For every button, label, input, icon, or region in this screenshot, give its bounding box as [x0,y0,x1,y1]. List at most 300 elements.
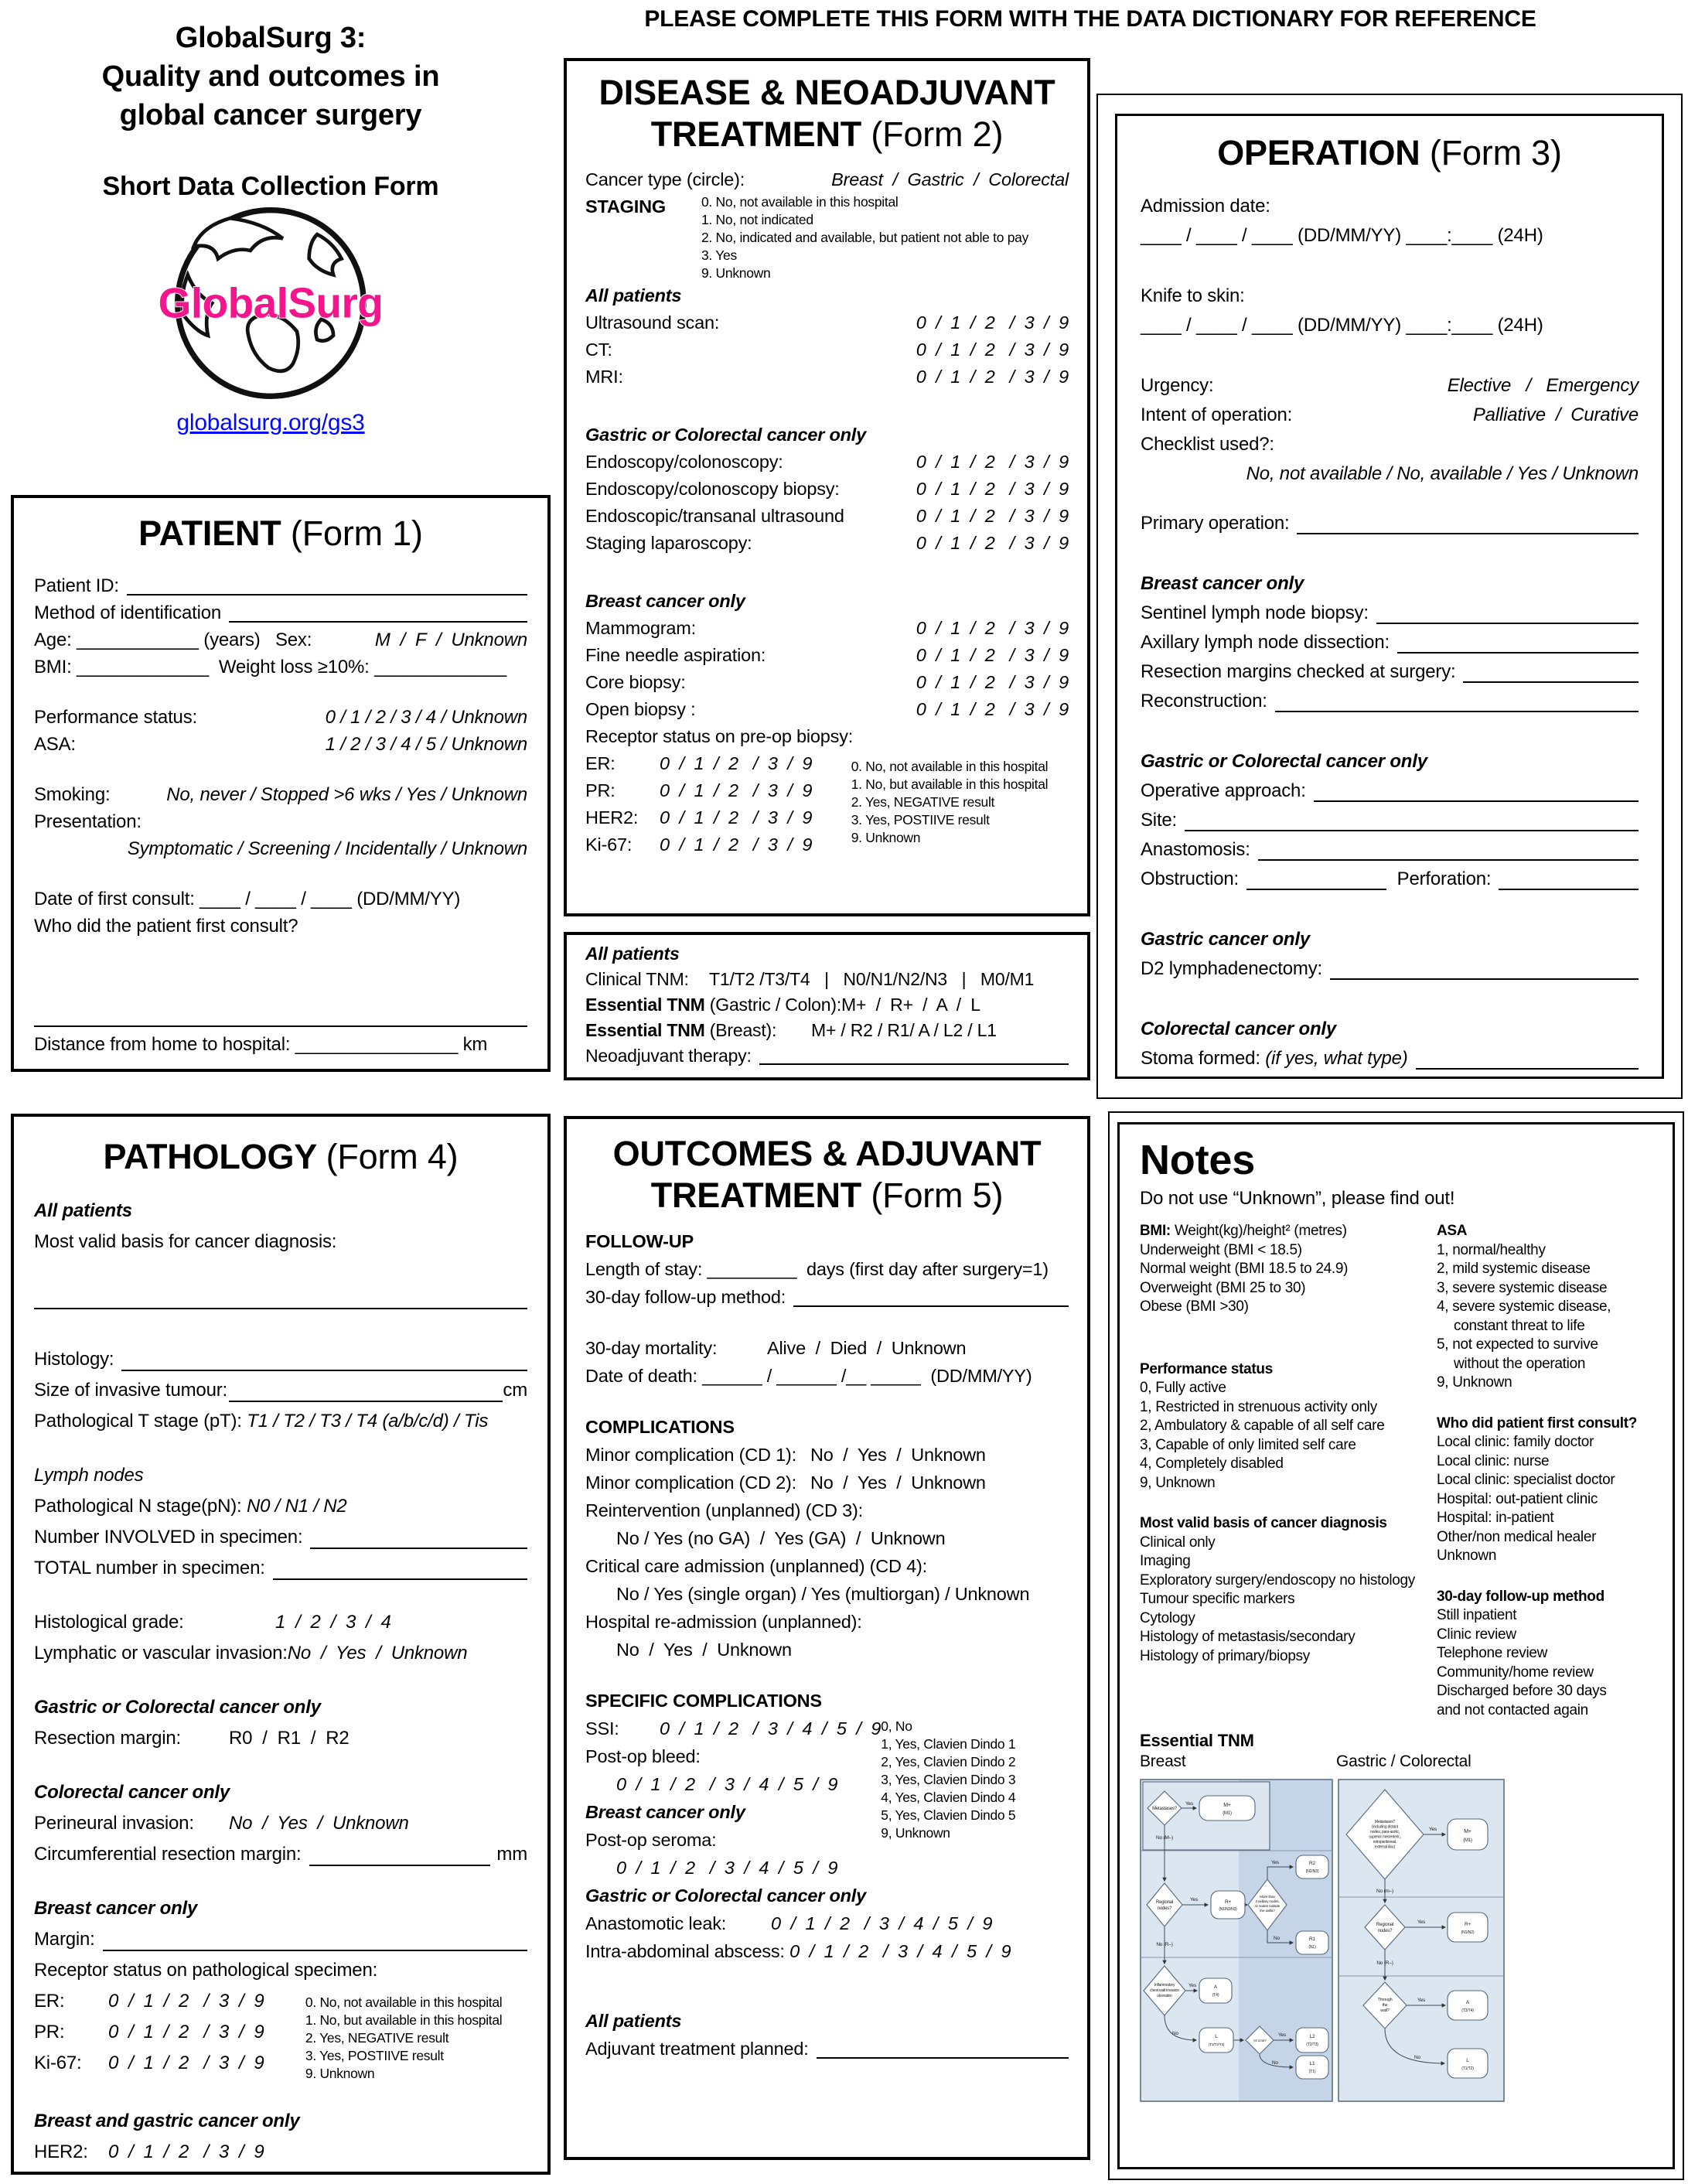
basis-note-line: Cytology [1140,1609,1195,1626]
reintervention-label: Reintervention (unplanned) (CD 3): [585,1500,863,1520]
gc-m1-node [1448,1819,1488,1850]
clavien-dindo-code-list [881,1715,1069,1842]
reconstruction-blank [1275,691,1639,712]
minor-cd1-options: No / Yes / Unknown [810,1445,986,1465]
core-biopsy-options: 0 / 1 / 2 / 3 / 9 [916,672,1069,692]
endoscopy-options: 0 / 1 / 2 / 3 / 9 [916,452,1069,472]
grade-options: 1 / 2 / 3 / 4 [275,1612,391,1633]
basis-note-line: Tumour specific markers [1140,1591,1295,1607]
primary-operation-label: Primary operation: [1141,513,1290,534]
abscess-options: 0 / 1 / 2 / 3 / 4 / 5 / 9 [789,1941,1011,1961]
staging-code: 9. Unknown [701,265,771,281]
study-title-line1: GlobalSurg 3: [175,22,367,54]
globe-logo [139,202,402,404]
date-of-death-row [585,1362,1069,1390]
outcomes-gc-header: Gastric or Colorectal cancer only [585,1885,867,1906]
mortality-row [585,1334,1069,1362]
presentation-label: Presentation: [34,811,142,832]
knife-date-row [1141,311,1639,340]
yes-label: Yes [1417,1920,1426,1925]
neoadjuvant-label: Neoadjuvant therapy: [585,1046,752,1066]
asa-note-line: 1, normal/healthy [1437,1241,1546,1258]
length-of-stay-label: Length of stay: _________ days (first day after surgery=1) [585,1259,1049,1279]
stoma-row [1141,1044,1639,1073]
postop-bleed-options-row [585,1770,881,1798]
primary-operation-row [1141,509,1639,538]
her2-label: HER2: [585,807,639,828]
performance-note-line: 3, Capable of only limited self care [1140,1436,1356,1453]
cd-code: 1, Yes, Clavien Dindo 1 [881,1736,1016,1752]
asa-note-line: 2, mild systemic disease [1437,1261,1591,1277]
breast-gastric-header: Breast and gastric cancer only [34,2111,300,2132]
basis-label: Most valid basis for cancer diagnosis: [34,1231,337,1252]
r1-text: R1 [1309,1937,1315,1942]
gc-metastases-text: retroperitoneal, [1373,1840,1397,1844]
patient-id-blank [127,575,527,595]
receptor-code: 3. Yes, POSTIIVE result [851,812,990,828]
l-text: (T1/T2/T3) [1208,2043,1225,2047]
through-wall-text: Through [1377,1998,1393,2002]
er-row [585,750,851,777]
yes-label: Yes [1417,1998,1426,2003]
approach-blank [1314,781,1639,802]
pr-label: PR: [585,780,616,800]
admission-date-blanks: ____ / ____ / ____ (DD/MM/YY) ____:____ (24H) [1141,225,1543,246]
who-consult-blank [34,1006,527,1027]
r-plus-text: (N1/N2/N3) [1219,1907,1237,1912]
study-title-line3: global cancer surgery [119,99,422,131]
smoking-options: No, never / Stopped >6 wks / Yes / Unknown [166,784,527,805]
endoscopy-label: Endoscopy/colonoscopy: [585,452,783,472]
regional-text: nodes? [1157,1906,1172,1911]
postop-bleed-options: 0 / 1 / 2 / 3 / 4 / 5 / 9 [616,1774,838,1794]
obstruction-blank [1246,869,1386,890]
ultrasound-row [585,309,1069,336]
performance-label: Performance status: [34,707,197,728]
axillary-text: More than [1260,1896,1275,1899]
admission-date-row [1141,221,1639,251]
slnb-label: Sentinel lymph node biopsy: [1141,602,1369,623]
consult-note-line: Local clinic: nurse [1437,1452,1550,1469]
who-consult-row [34,913,527,940]
bmi-note-line: Obese (BMI >30) [1140,1298,1249,1315]
asa-note-line: 9, Unknown [1437,1374,1512,1391]
readmission-options-row [585,1636,1069,1664]
method-id-row [34,599,527,626]
essential-tnm-gc-options: M+ / R+ / A / L [841,995,980,1015]
followup-note-line: and not contacted again [1437,1701,1588,1718]
followup-method-blank [793,1286,1069,1307]
slnb-blank [1376,603,1639,624]
performance-note-line: 4, Completely disabled [1140,1455,1284,1472]
site-blank [1185,810,1639,831]
consult-note-line: Local clinic: family doctor [1437,1434,1594,1450]
patient-id-label: Patient ID: [34,575,119,596]
endoscopy-row [585,449,1069,476]
study-title-line2: Quality and outcomes in [101,60,440,93]
ssi-row [585,1715,881,1742]
basis-blank [34,1288,527,1309]
margin-row [34,1924,527,1955]
reintervention-row [585,1496,1069,1524]
path-pr-label: PR: [34,2022,65,2043]
minor-cd1-label: Minor complication (CD 1): [585,1445,796,1465]
alnd-label: Axillary lymph node dissection: [1141,632,1390,653]
basis-note-line: Exploratory surgery/endoscopy no histology [1140,1571,1415,1589]
through-wall-text: wall? [1380,2008,1390,2013]
fna-options: 0 / 1 / 2 / 3 / 9 [916,645,1069,665]
yes-label: Yes [1185,1801,1194,1807]
path-er-label: ER: [34,1991,65,2012]
path-all-patients-header: All patients [34,1200,132,1221]
r1-text: (N1) [1308,1945,1316,1950]
l2-text: (T2/T3) [1306,2042,1318,2047]
involved-label: Number INVOLVED in specimen: [34,1527,303,1548]
margin-label: Margin: [34,1929,95,1950]
no-m-label: No (m–) [1376,1889,1394,1894]
no-label: No [1274,1936,1280,1941]
perforation-label: Perforation: [1396,868,1492,889]
yes-label: Yes [1428,1827,1437,1832]
fna-row [585,642,1069,669]
reintervention-options: No / Yes (no GA) / Yes (GA) / Unknown [616,1528,946,1548]
tumour-size-unit: cm [503,1380,527,1401]
minor-cd2-label: Minor complication (CD 2): [585,1472,796,1493]
abscess-row [585,1937,1069,1965]
cancer-type-label: Cancer type (circle): [585,169,745,189]
consult-note-line: Hospital: in-patient [1437,1510,1554,1526]
seroma-label: Post-op seroma: [585,1830,717,1850]
no-r-label: No (R–) [1376,1960,1393,1966]
tnm-gc-label: Gastric / Colorectal [1336,1752,1471,1770]
distance-row [34,1031,527,1058]
her2-options: 0 / 1 / 2 / 3 / 9 [660,807,813,828]
l-node [1199,2028,1233,2053]
open-biopsy-options: 0 / 1 / 2 / 3 / 9 [916,699,1069,719]
performance-options: 0 / 1 / 2 / 3 / 4 / Unknown [325,707,527,728]
followup-note-line: Still inpatient [1437,1607,1517,1623]
followup-note-line: Discharged before 30 days [1437,1683,1607,1699]
receptor-code: 1. No, but available in this hospital [851,776,1049,792]
patient-form-panel [11,495,551,1072]
pt-stage-row [34,1406,527,1437]
receptor-preop-block [585,750,1069,858]
followup-note-line: Clinic review [1437,1626,1516,1643]
critical-care-options: No / Yes (single organ) / Yes (multiorgan) / Unknown [616,1584,1030,1604]
inflammatory-text: Inflammatory [1154,1983,1175,1988]
adjuvant-row [585,2035,1069,2063]
core-biopsy-row [585,669,1069,696]
basis-label-row [34,1227,527,1258]
mortality-label: 30-day mortality: [585,1338,718,1358]
age-label: Age: ____________ (years) Sex: [34,630,312,650]
staging-laparoscopy-row [585,530,1069,557]
notes-instruction: Do not use “Unknown”, please find out! [1140,1188,1455,1209]
clinical-tnm-label: Clinical TNM: [585,969,689,989]
op-breast-header: Breast cancer only [1141,573,1304,594]
l-text: L [1215,2034,1218,2039]
r-plus-node [1211,1891,1245,1919]
intent-options: Palliative / Curative [1472,404,1639,425]
readmission-row [585,1608,1069,1636]
checklist-options-row [1141,459,1639,489]
who-consult-label: Who did the patient first consult? [34,916,298,937]
basis-note-header: Most valid basis of cancer diagnosis [1140,1515,1387,1531]
minor-cd2-row [585,1469,1069,1496]
perforation-blank [1499,869,1639,890]
ssi-block [585,1715,1069,1882]
critical-care-options-row [585,1580,1069,1608]
site-row [1141,806,1639,835]
tnm-gastric-colorectal-flowchart [1338,1779,1505,2102]
receptor-code: 2. Yes, NEGATIVE result [305,2030,449,2046]
r2-text: R2 [1309,1861,1315,1866]
total-blank [273,1559,527,1580]
yes-label: Yes [1189,1897,1199,1902]
staging-code: 0. No, not available in this hospital [701,194,899,210]
checklist-label-row [1141,430,1639,459]
knife-label-row [1141,282,1639,311]
ct-label: CT: [585,340,612,360]
path-pr-options: 0 / 1 / 2 / 3 / 9 [108,2022,264,2043]
essential-tnm-breast-options: M+ / R2 / R1/ A / L2 / L1 [811,1020,997,1040]
performance-note-line: 9, Unknown [1140,1474,1216,1491]
receptor-code: 0. No, not available in this hospital [305,1995,503,2011]
pr-row [585,777,851,804]
gc-r-plus-text: R+ [1464,1922,1471,1927]
breast-only-header: Breast cancer only [585,591,745,611]
endoscopy-biopsy-options: 0 / 1 / 2 / 3 / 9 [916,479,1069,499]
performance-note-header: Performance status [1140,1360,1274,1377]
no-m-label: No (M–) [1155,1835,1174,1841]
pathology-form-title: PATHOLOGY (Form 4) [103,1137,459,1176]
staging-laparoscopy-label: Staging laparoscopy: [585,533,752,553]
knife-date-blanks: ____ / ____ / ____ (DD/MM/YY) ____:____ (24H) [1141,315,1543,336]
obstruction-perforation-row [1141,865,1639,894]
gc-l-text: (T1/T2) [1461,2066,1474,2071]
followup-method-row [585,1283,1069,1311]
alnd-blank [1397,633,1639,653]
path-her2-label: HER2: [34,2141,88,2163]
followup-note-line: Telephone review [1437,1645,1548,1661]
seroma-options: 0 / 1 / 2 / 3 / 4 / 5 / 9 [616,1858,838,1878]
basis-note-line: Imaging [1140,1553,1191,1569]
gc-a-text: (T3/T4) [1461,2008,1474,2013]
admission-label: Admission date: [1141,196,1270,217]
op-gc-header: Gastric or Colorectal cancer only [1141,751,1427,772]
gc-regional-text: Regional [1376,1923,1394,1927]
mri-row [585,363,1069,391]
a-t4-text: A [1213,1984,1218,1990]
gastric-colorectal-header: Gastric or Colorectal cancer only [585,425,867,445]
l2-node [1296,2028,1328,2053]
no-label: No [1272,2060,1278,2066]
grade-label: Histological grade: [34,1612,184,1633]
staging-code: 3. Yes [701,247,737,263]
no-label: No [1414,2055,1420,2060]
r-plus-text: R+ [1224,1899,1232,1905]
cd-code: 0, No [881,1718,912,1734]
operation-outer-box [1096,94,1683,1099]
reconstruction-row [1141,687,1639,716]
tnm-breast-label: Breast [1140,1752,1186,1770]
gc-a-text: A [1465,2000,1470,2005]
asa-note-line: 5, not expected to survive [1437,1336,1598,1353]
r2-text: (N2/N3) [1305,1869,1319,1874]
staging-code-list [701,193,1028,282]
disease-form-title: DISEASE & NEOADJUVANT TREATMENT (Form 2) [598,73,1055,154]
gc-metastases-text: external iliac) [1374,1844,1396,1850]
staging-code: 1. No, not indicated [701,212,813,227]
a-t4-node [1199,1978,1232,2003]
asa-note-line: 3, severe systemic disease [1437,1279,1608,1296]
title-block [15,19,526,436]
endoscopy-biopsy-row [585,476,1069,503]
mri-label: MRI: [585,367,623,387]
tnm-breast-flowchart [1140,1779,1333,2102]
perineural-label: Perineural invasion: [34,1813,194,1834]
ssi-label: SSI: [585,1718,619,1739]
path-ki67-options: 0 / 1 / 2 / 3 / 9 [108,2053,264,2074]
ki67-row [585,831,851,858]
margins-checked-row [1141,657,1639,687]
resection-margin-row [34,1723,527,1754]
axillary-text: or nodes outside [1254,1905,1280,1909]
l1-text: (T1) [1308,2070,1316,2074]
path-her2-options: 0 / 1 / 2 / 3 / 9 [108,2141,264,2163]
primary-operation-blank [1297,514,1639,534]
performance-note-line: 2, Ambulatory & capable of all self care [1140,1418,1385,1434]
intent-row [1141,401,1639,430]
outcomes-form-panel [564,1116,1090,2160]
seroma-row [585,1826,881,1854]
ki67-options: 0 / 1 / 2 / 3 / 9 [660,834,813,855]
notes-title: Notes [1140,1137,1256,1183]
essential-tnm-gc-row: Essential TNM (Gastric / Colon): M+ / R+ / A / L [585,992,1069,1018]
readmission-label: Hospital re-admission (unplanned): [585,1612,862,1632]
anastomotic-leak-label: Anastomotic leak: [585,1913,727,1933]
abscess-label: Intra-abdominal abscess: [585,1941,790,1961]
cd-code: 3, Yes, Clavien Dindo 3 [881,1772,1016,1787]
presentation-row [34,808,527,835]
gc-metastases-text: nodes, para-aortic, [1370,1830,1400,1834]
cd-code: 9, Unknown [881,1825,950,1841]
neoadjuvant-row [585,1043,1069,1069]
asa-row [34,731,527,758]
ct-row [585,336,1069,363]
d2-blank [1330,959,1639,980]
first-consult-date-label: Date of first consult: ____ / ____ / ____ (DD/MM/YY) [34,889,461,909]
ct-options: 0 / 1 / 2 / 3 / 9 [916,340,1069,360]
receptor-code-list [851,750,1069,847]
asa-note-line: constant threat to life [1454,1317,1585,1334]
urgency-row [1141,371,1639,401]
performance-row [34,704,527,731]
followup-header: FOLLOW-UP [585,1231,694,1251]
pathology-form-panel [11,1114,551,2175]
reconstruction-label: Reconstruction: [1141,691,1267,712]
alnd-row [1141,628,1639,657]
r2-node [1296,1855,1328,1879]
endoscopy-biopsy-label: Endoscopy/colonoscopy biopsy: [585,479,840,499]
patient-id-row [34,572,527,599]
who-consult-blank-row [34,1006,527,1031]
gc-m1-text: (M1) [1463,1838,1472,1843]
tumour-size-blank [229,1381,503,1402]
path-er-options: 0 / 1 / 2 / 3 / 9 [108,1991,264,2012]
performance-note-line: 1, Restricted in strenuous activity only [1140,1398,1377,1415]
admission-label-row [1141,192,1639,221]
bmi-note-line: Normal weight (BMI 18.5 to 24.9) [1140,1261,1349,1277]
transanal-label: Endoscopic/transanal ultrasound [585,506,844,526]
globalsurg-link[interactable]: globalsurg.org/gs3 [176,410,365,435]
pn-stage-row [34,1491,527,1522]
total-row [34,1553,527,1584]
l1-node [1296,2056,1328,2079]
basis-note-line: Histology of metastasis/secondary [1140,1629,1356,1645]
involved-row [34,1522,527,1553]
followup-method-label: 30-day follow-up method: [585,1287,786,1307]
method-id-blank [229,602,527,623]
metastases-text: Metastases? [1152,1807,1177,1811]
asa-note-header: ASA [1437,1223,1468,1239]
m1-text: M+ [1223,1803,1231,1808]
notes-outer-box [1108,1111,1684,2180]
stoma-label-italic: (if yes, what type) [1265,1048,1408,1069]
staging-code: 2. No, indicated and available, but patient not able to pay [701,230,1029,245]
op-gastric-header: Gastric cancer only [1141,929,1310,950]
margins-checked-label: Resection margins checked at surgery: [1141,661,1456,682]
gc-metastases-text: (including distant [1372,1824,1398,1830]
outcomes-breast-header: Breast cancer only [585,1802,745,1822]
postop-bleed-label: Post-op bleed: [585,1746,701,1766]
anastomosis-row [1141,835,1639,865]
resection-margin-options: R0 / R1 / R2 [229,1728,350,1749]
yes-label: Yes [1188,1983,1197,1988]
receptor-code: 9. Unknown [305,2066,375,2082]
transanal-row [585,503,1069,530]
tumour-size-label: Size of invasive tumour: [34,1380,227,1401]
minor-cd2-options: No / Yes / Unknown [810,1472,986,1493]
yes-label: Yes [1270,1860,1280,1865]
crm-blank [309,1845,491,1866]
first-consult-date-row [34,886,527,913]
bmi-note-header: BMI: Weight(kg)/height² (metres) [1140,1223,1347,1239]
length-of-stay-row [585,1255,1069,1283]
receptor-code: 1. No, but available in this hospital [305,2012,503,2029]
involved-blank [310,1528,527,1549]
lvi-label: Lymphatic or vascular invasion: [34,1643,288,1664]
bmi-note-line: Overweight (BMI 25 to 30) [1140,1279,1306,1296]
cd-code: 2, Yes, Clavien Dindo 2 [881,1754,1016,1769]
basis-note-line: Histology of primary/biopsy [1140,1647,1310,1664]
cancer-type-options: Breast / Gastric / Colorectal [831,169,1069,189]
no-label: No [1172,2031,1178,2036]
open-biopsy-row [585,696,1069,723]
yes-label: Yes [1277,2032,1287,2038]
gc-l-text: L [1466,2058,1469,2063]
ultrasound-label: Ultrasound scan: [585,312,720,333]
mammogram-row [585,615,1069,642]
core-biopsy-label: Core biopsy: [585,672,686,692]
approach-row [1141,776,1639,806]
lymph-nodes-header: Lymph nodes [34,1465,144,1486]
operation-form-title: OPERATION (Form 3) [1217,133,1562,172]
er-options: 0 / 1 / 2 / 3 / 9 [660,753,813,773]
gc-r-plus-node [1448,1913,1488,1942]
l2-text: L2 [1309,2034,1315,2039]
pn-stage-options: N0 / N1 / N2 [246,1496,347,1517]
